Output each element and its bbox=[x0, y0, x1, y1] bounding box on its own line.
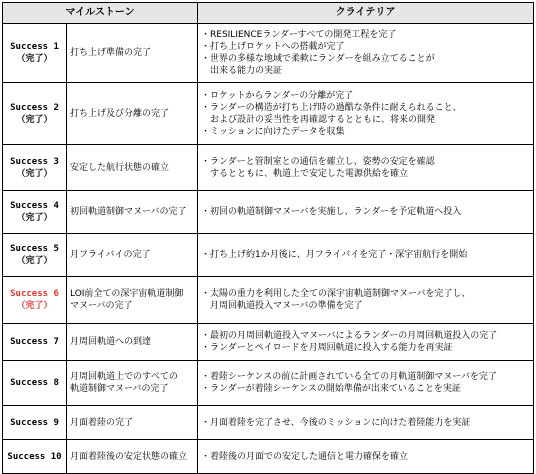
criteria-header: クライテリア bbox=[198, 3, 534, 24]
criteria-cell bbox=[198, 324, 534, 361]
criteria-text: ・ランダーと管制室との通信を確立し、姿勢の安定を確認 するとともに、軌道上で安定した電源供給を確立 bbox=[201, 156, 435, 179]
table-row bbox=[3, 83, 534, 145]
milestone-cell bbox=[67, 24, 198, 83]
criteria-text: ・初回の軌道制御マヌーバを実施し、ランダーを予定軌道へ投入 bbox=[201, 207, 462, 217]
milestone-cell bbox=[67, 406, 198, 440]
criteria-cell bbox=[198, 191, 534, 234]
milestone-text: 月面着陸の完了 bbox=[70, 417, 134, 428]
milestone-text: 打ち上げ準備の完了 bbox=[70, 48, 152, 58]
success-cell bbox=[3, 24, 67, 83]
success-cell bbox=[3, 324, 67, 361]
milestone-cell bbox=[67, 277, 198, 324]
milestone-cell bbox=[67, 234, 198, 277]
success-label: Success 6 bbox=[10, 289, 59, 299]
success-cell bbox=[3, 83, 67, 145]
milestone-text: 月周回軌道上でのすべての 軌道制御マヌーバの完了 bbox=[70, 372, 178, 394]
table-row bbox=[3, 191, 534, 234]
criteria-text: ・着陸シーケンスの前に計画されている全ての月軌道制御マヌーバを完了 ・ランダーが着陸シーケンスの開始準備が出来ていることを実証 bbox=[201, 372, 497, 394]
criteria-text: ・打ち上げ約1か月後に、月フライバイを完了・深宇宙航行を開始 bbox=[201, 250, 468, 260]
success-label: Success 1 bbox=[10, 42, 59, 52]
table-row bbox=[3, 145, 534, 191]
criteria-cell bbox=[198, 277, 534, 324]
milestone-cell bbox=[67, 145, 198, 191]
criteria-cell bbox=[198, 361, 534, 406]
table-body bbox=[3, 24, 534, 474]
criteria-text: ・月面着陸を完了させ、今後のミッションに向けた着陸能力を実証 bbox=[201, 417, 471, 428]
criteria-text: ・太陽の重力を利用した全ての深宇宙軌道制御マヌーバを完了し、 月周回軌道投入マヌーバの準備を完了 bbox=[201, 289, 471, 311]
criteria-cell bbox=[198, 234, 534, 277]
criteria-cell bbox=[198, 145, 534, 191]
success-label: Success 7 bbox=[10, 337, 59, 347]
milestone-cell bbox=[67, 361, 198, 406]
success-label: Success 5 bbox=[10, 244, 59, 254]
milestone-text: 月フライバイの完了 bbox=[70, 250, 151, 260]
table-row bbox=[3, 406, 534, 440]
milestone-text: 初回軌道制御マヌーバの完了 bbox=[70, 207, 187, 217]
success-cell bbox=[3, 440, 67, 474]
success-cell bbox=[3, 277, 67, 324]
milestone-table bbox=[2, 2, 534, 474]
milestone-cell bbox=[67, 324, 198, 361]
criteria-cell bbox=[198, 24, 534, 83]
criteria-cell bbox=[198, 83, 534, 145]
success-label: Success 3 bbox=[10, 156, 59, 167]
success-label: Success 8 bbox=[10, 378, 59, 388]
table-row bbox=[3, 24, 534, 83]
header-row bbox=[3, 3, 534, 24]
milestone-cell bbox=[67, 83, 198, 145]
table-row bbox=[3, 324, 534, 361]
status-label: （完了） bbox=[16, 114, 53, 125]
success-label: Success 4 bbox=[10, 201, 59, 211]
criteria-text: ・RESILIENCEランダーすべての開発工程を完了 ・打ち上げロケットへの搭載が完了 ・世界の多様な地域で柔軟にランダーを組み立てることが 出来る能力の実証 bbox=[201, 30, 435, 76]
criteria-cell bbox=[198, 406, 534, 440]
milestone-cell bbox=[67, 191, 198, 234]
criteria-text: ・ロケットからランダーの分離が完了 ・ランダーの構造が打ち上げ時の過酷な条件に耐えられること、 および設計の妥当性を再確認するとともに、将来の開発 ・ミッションに向けたデータを収集 bbox=[201, 90, 462, 137]
status-label: （完了） bbox=[16, 54, 53, 64]
success-label: Success 2 bbox=[10, 102, 59, 113]
success-cell bbox=[3, 145, 67, 191]
criteria-text: ・最初の月周回軌道投入マヌーバによるランダーの月周回軌道投入の完了 ・ランダーとペイロードを月周回軌道に投入する能力を再実証 bbox=[201, 331, 498, 353]
milestone-cell bbox=[67, 440, 198, 474]
milestone-text: 安定した航行状態の確立 bbox=[70, 162, 170, 173]
criteria-cell bbox=[198, 440, 534, 474]
status-label: （完了） bbox=[16, 301, 53, 311]
milestone-text: LOI前全ての深宇宙軌道制御 マヌーバの完了 bbox=[70, 289, 184, 311]
milestone-header: マイルストーン bbox=[3, 3, 198, 24]
milestone-text: 打ち上げ及び分離の完了 bbox=[70, 108, 170, 119]
table-row bbox=[3, 277, 534, 324]
success-label: Success 10 bbox=[7, 451, 62, 462]
table-row bbox=[3, 361, 534, 406]
criteria-text: ・着陸後の月面での安定した通信と電力確保を確立 bbox=[201, 451, 409, 462]
success-cell bbox=[3, 361, 67, 406]
table-row bbox=[3, 234, 534, 277]
milestone-text: 月周回軌道への到達 bbox=[70, 337, 152, 347]
success-label: Success 9 bbox=[10, 417, 59, 428]
status-label: （完了） bbox=[16, 213, 53, 223]
success-cell bbox=[3, 406, 67, 440]
success-cell bbox=[3, 234, 67, 277]
status-label: （完了） bbox=[16, 256, 53, 266]
success-cell bbox=[3, 191, 67, 234]
status-label: （完了） bbox=[16, 168, 53, 179]
table-row bbox=[3, 440, 534, 474]
milestone-text: 月面着陸後の安定状態の確立 bbox=[70, 451, 188, 462]
